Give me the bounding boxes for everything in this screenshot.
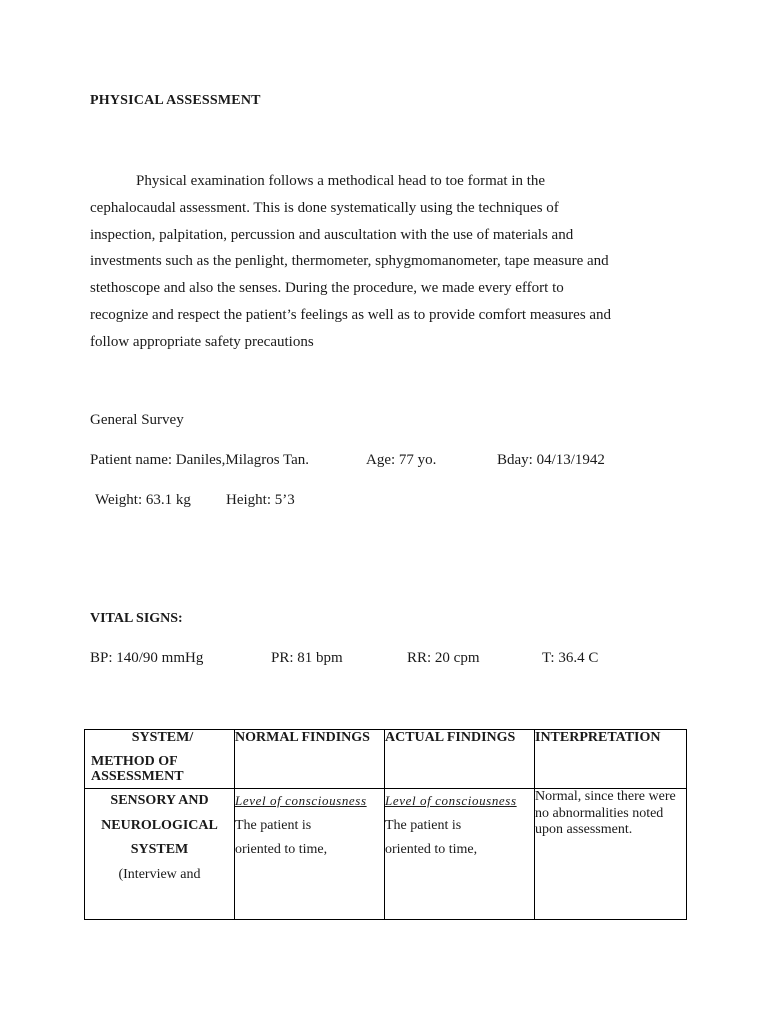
page-title: PHYSICAL ASSESSMENT bbox=[90, 93, 261, 108]
system-name-line: SENSORY AND bbox=[110, 793, 209, 808]
intro-line: investments such as the penlight, thermometer, sphygmomanometer, tape measure and bbox=[90, 253, 609, 270]
assessment-table bbox=[84, 729, 687, 920]
interpretation-cell: Normal, since there were no abnormalities noted upon assessment. bbox=[535, 789, 687, 920]
patient-weight: Weight: 63.1 kg bbox=[95, 492, 191, 508]
header-normal-findings: NORMAL FINDINGS bbox=[235, 730, 385, 789]
intro-line: cephalocaudal assessment. This is done systematically using the techniques of bbox=[90, 199, 559, 216]
table-header-row bbox=[85, 730, 687, 789]
intro-line: recognize and respect the patient’s feelings as well as to provide comfort measures and bbox=[90, 306, 612, 323]
patient-height: Height: 5’3 bbox=[226, 492, 295, 508]
patient-bday: Bday: 04/13/1942 bbox=[497, 452, 605, 468]
normal-findings-line: oriented to time, bbox=[235, 842, 328, 857]
vital-bp: BP: 140/90 mmHg bbox=[90, 650, 204, 666]
intro-paragraph bbox=[90, 171, 690, 359]
table-row bbox=[85, 789, 687, 920]
actual-findings-line: oriented to time, bbox=[385, 842, 478, 857]
system-name-line: SYSTEM bbox=[130, 842, 189, 857]
intro-line: Physical examination follows a methodical head to toe format in the bbox=[136, 173, 546, 189]
system-name-line: NEUROLOGICAL bbox=[101, 817, 218, 833]
patient-name: Patient name: Daniles,Milagros Tan. bbox=[90, 452, 310, 468]
header-system-line1: SYSTEM/ bbox=[131, 730, 194, 745]
patient-age: Age: 77 yo. bbox=[366, 452, 437, 468]
general-survey-heading: General Survey bbox=[90, 412, 184, 428]
intro-line: follow appropriate safety precautions bbox=[90, 333, 314, 350]
header-system-line2: METHOD OF ASSESSMENT bbox=[91, 754, 184, 784]
normal-findings-cell bbox=[235, 789, 385, 920]
header-actual-findings: ACTUAL FINDINGS bbox=[385, 730, 535, 789]
normal-findings-label: Level of consciousness bbox=[235, 793, 367, 808]
actual-findings-line: The patient is bbox=[385, 817, 462, 833]
header-system bbox=[85, 730, 235, 789]
normal-findings-line: The patient is bbox=[235, 817, 312, 833]
intro-line: inspection, palpitation, percussion and auscultation with the use of materials and bbox=[90, 226, 574, 243]
vital-signs-heading: VITAL SIGNS: bbox=[90, 611, 183, 626]
actual-findings-cell bbox=[385, 789, 535, 920]
vital-rr: RR: 20 cpm bbox=[407, 650, 480, 666]
vital-pr: PR: 81 bpm bbox=[271, 650, 343, 666]
vital-temp: T: 36.4 C bbox=[542, 650, 599, 666]
actual-findings-label: Level of consciousness bbox=[385, 793, 517, 808]
system-method: (Interview and bbox=[118, 866, 201, 882]
header-interpretation: INTERPRETATION bbox=[535, 730, 687, 789]
intro-line: stethoscope and also the senses. During the procedure, we made every effort to bbox=[90, 280, 564, 297]
system-cell bbox=[85, 789, 235, 920]
